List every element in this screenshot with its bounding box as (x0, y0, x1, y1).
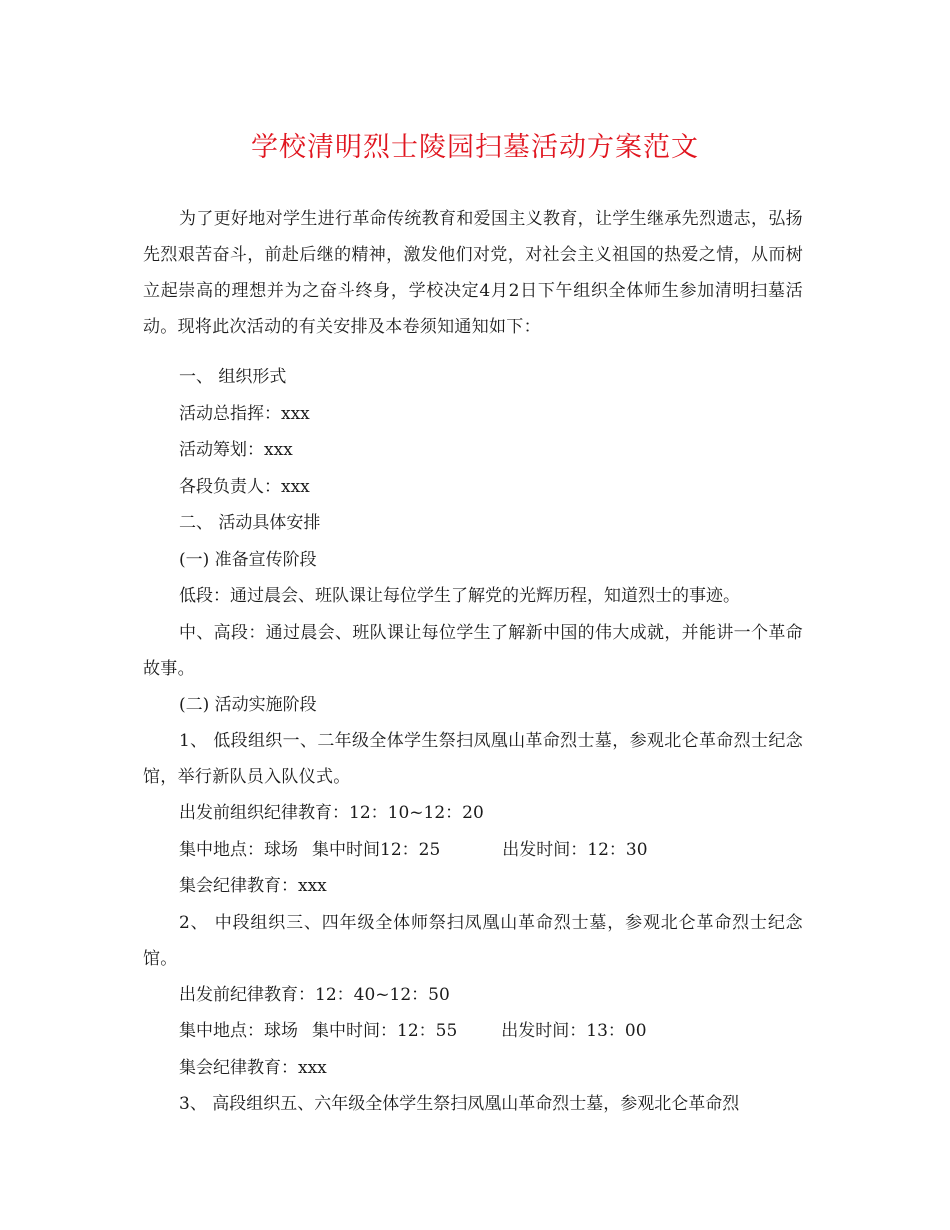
document-body (143, 201, 803, 1123)
item-1-gather-time: 集中时间12：25 (312, 839, 441, 860)
item-1-depart-time: 出发时间：12：30 (502, 839, 648, 860)
item-2-paragraph: 2、 中段组织三、四年级全体师祭扫凤凰山革命烈士墓，参观北仑革命烈士纪念馆。 (143, 912, 803, 969)
item-2-discipline-line: 出发前纪律教育：12：40~12：50 (179, 984, 450, 1005)
planner-line: 活动筹划：xxx (179, 440, 293, 460)
section-heading-arrangement: 二、 活动具体安排 (179, 513, 321, 533)
item-1-assembly-line: 集会纪律教育：xxx (179, 876, 327, 896)
item-1-gather-place: 集中地点：球场 (179, 839, 298, 860)
item-1-schedule-line (143, 832, 803, 869)
intro-paragraph: 为了更好地对学生进行革命传统教育和爱国主义教育，让学生继承先烈遗志，弘扬先烈艰苦奋斗，前赴后继的精神，激发他们对党，对社会主义祖国的热爱之情，从而树立起崇高的理想并为之奋斗终身，学校决定4月2日下午组织全体师生参加清明扫墓活动。现将此次活动的有关安排及本卷须知通知如下： (143, 209, 803, 337)
item-2-gather-time: 集中时间：12：55 (312, 1021, 458, 1041)
item-1-paragraph: 1、 低段组织一、二年级全体学生祭扫凤凰山革命烈士墓，参观北仑革命烈士纪念馆，举行新队员入队仪式。 (143, 731, 803, 787)
stage-heading-implementation: (二) 活动实施阶段 (179, 694, 317, 715)
mid-high-preparation-paragraph: 中、高段：通过晨会、班队课让每位学生了解新中国的伟大成就，并能讲一个革命故事。 (143, 622, 803, 679)
low-grade-preparation-line: 低段：通过晨会、班队课让每位学生了解党的光辉历程，知道烈士的事迹。 (179, 586, 740, 606)
commander-line: 活动总指挥：xxx (179, 403, 310, 424)
document-title: 学校清明烈士陵园扫墓活动方案范文 (251, 132, 699, 163)
leaders-line: 各段负责人：xxx (179, 476, 310, 497)
stage-heading-preparation: (一) 准备宣传阶段 (179, 549, 317, 570)
item-2-depart-time: 出发时间：13：00 (501, 1021, 647, 1041)
section-heading-organization: 一、 组织形式 (179, 367, 287, 387)
item-2-gather-place: 集中地点：球场 (179, 1021, 298, 1041)
item-1-discipline-line: 出发前组织纪律教育：12：10~12：20 (179, 803, 484, 823)
item-2-assembly-line: 集会纪律教育：xxx (179, 1057, 327, 1078)
item-3-line: 3、 高段组织五、六年级全体学生祭扫凤凰山革命烈士墓，参观北仑革命烈 (179, 1094, 740, 1114)
item-2-schedule-line (143, 1013, 803, 1050)
